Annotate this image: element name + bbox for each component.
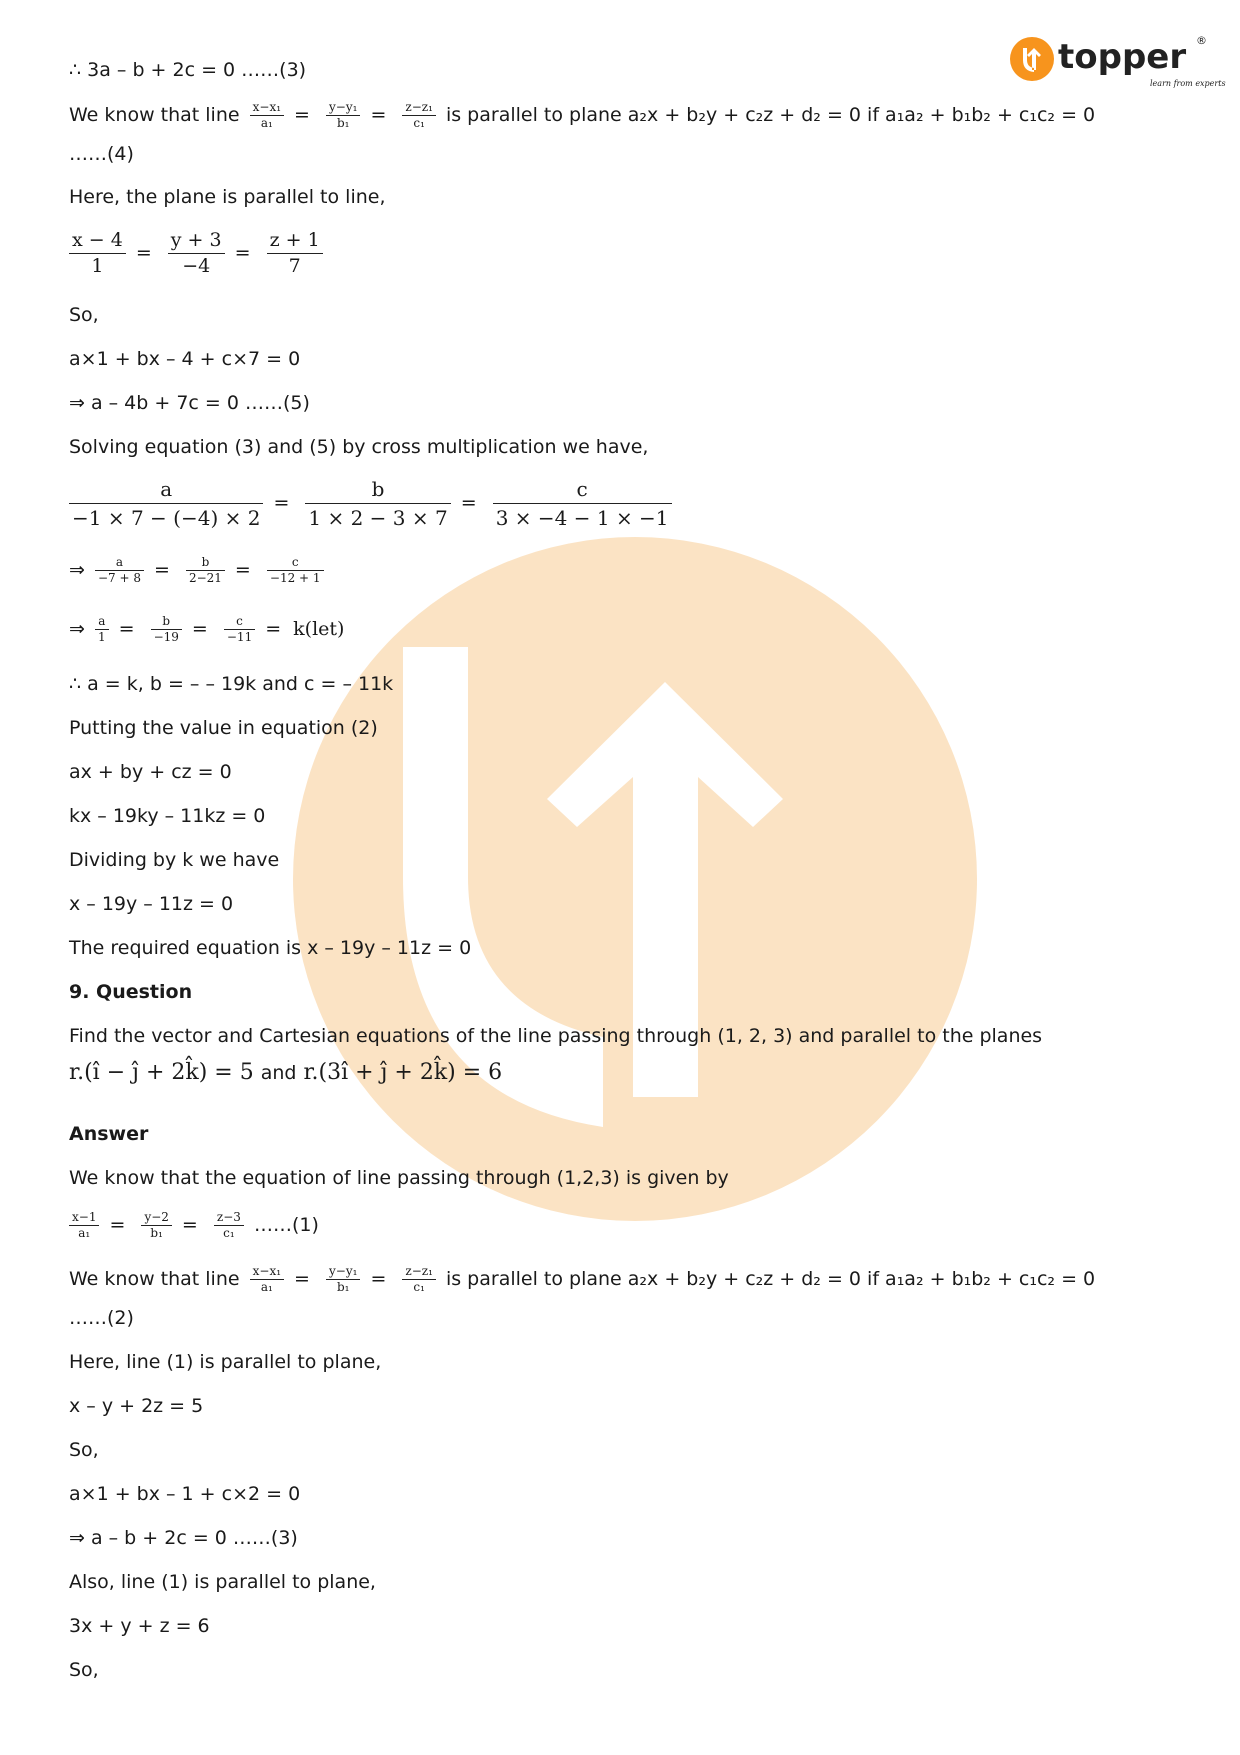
- eq-line: ⇒ a – b + 2c = 0 ……(3): [69, 1527, 298, 1549]
- text-line: So,: [69, 1659, 99, 1681]
- question-title: 9. Question: [69, 981, 193, 1003]
- text-line: We know that the equation of line passing through (1,2,3) is given by: [69, 1167, 729, 1189]
- text-line: So,: [69, 304, 99, 326]
- parallel-condition-line: We know that line $\frac{\text{x−x₁}}{\text{a₁}}$ = $\frac{\text{y−y₁}}{\text{b₁}}$ = $\frac{\text{z−z₁}}{\text{c₁}}$ is parallel to plane a₂x + b₂y + c₂z + d₂ = 0 if a₁a₂ + b₁b₂ + c₁c₂ = 0: [69, 100, 1096, 130]
- text-line: Also, line (1) is parallel to plane,: [69, 1571, 376, 1593]
- eq-ref: ……(4): [69, 143, 134, 165]
- eq-line: kx – 19ky – 11kz = 0: [69, 805, 266, 827]
- eq-line: ∴ 3a – b + 2c = 0 ……(3): [69, 59, 307, 81]
- eq-line: ⇒ a – 4b + 7c = 0 ……(5): [69, 392, 310, 414]
- simplified-ratio: ⇒ $\frac{a}{-7 + 8}$ = $\frac{b}{2-21}$ = $\frac{c}{-12 + 1}$: [69, 555, 328, 586]
- text-line: So,: [69, 1439, 99, 1461]
- text-line: The required equation is x – 19y – 11z = 0: [69, 937, 472, 959]
- eq-line: a×1 + bx – 4 + c×7 = 0: [69, 348, 301, 370]
- plane-equations: r.(î − ĵ + 2k̂) = 5 and r.(3î + ĵ + 2k̂) = 6: [69, 1060, 503, 1085]
- text-line: Solving equation (3) and (5) by cross multiplication we have,: [69, 436, 649, 458]
- answer-title: Answer: [69, 1123, 149, 1145]
- watermark-logo: [293, 537, 977, 1221]
- eq-line: ax + by + cz = 0: [69, 761, 232, 783]
- eq-line: a×1 + bx – 1 + c×2 = 0: [69, 1483, 301, 1505]
- ratio-k: ⇒ $\frac{a}{1}$ = $\frac{b}{-19}$ = $\frac{c}{-11}$ = k(let): [69, 614, 345, 644]
- eq-ref: ……(2): [69, 1307, 134, 1329]
- svg-text:topper: topper: [1058, 37, 1187, 77]
- text-line: Putting the value in equation (2): [69, 717, 378, 739]
- eq-line: 3x + y + z = 6: [69, 1615, 210, 1637]
- text-line: Here, line (1) is parallel to plane,: [69, 1351, 382, 1373]
- parallel-condition-line: We know that line $\frac{\text{x−x₁}}{\text{a₁}}$ = $\frac{\text{y−y₁}}{\text{b₁}}$ = $\frac{\text{z−z₁}}{\text{c₁}}$ is parallel to plane a₂x + b₂y + c₂z + d₂ = 0 if a₁a₂ + b₁b₂ + c₁c₂ = 0: [69, 1264, 1096, 1294]
- topper-logo: [1010, 32, 1226, 92]
- eq-line: x – 19y – 11z = 0: [69, 893, 234, 915]
- cross-multiplication: $\frac{a}{-1 \times 7 - (-4) \times 2}$ = $\frac{b}{1 \times 2 - 3 \times 7}$ = $\frac{c}{3 \times -4 - 1 \times -1}$: [69, 475, 676, 532]
- line-equation: $\frac{x - 4}{1}$ = $\frac{y + 3}{-4}$ = $\frac{z + 1}{7}$: [69, 228, 327, 279]
- text-line: Here, the plane is parallel to line,: [69, 186, 386, 208]
- general-line-equation: $\frac{x-1}{\text{a₁}}$ = $\frac{y-2}{\text{b₁}}$ = $\frac{z-3}{\text{c₁}}$ ……(1): [69, 1210, 319, 1241]
- svg-text:®: ®: [1196, 34, 1207, 47]
- eq-line: ∴ a = k, b = – – 19k and c = – 11k: [69, 673, 394, 695]
- svg-text:learn from experts: learn from experts: [1150, 79, 1226, 88]
- eq-line: x – y + 2z = 5: [69, 1395, 204, 1417]
- text-line: Dividing by k we have: [69, 849, 280, 871]
- question-text: Find the vector and Cartesian equations of the line passing through (1, 2, 3) and parallel to the planes: [69, 1025, 1043, 1047]
